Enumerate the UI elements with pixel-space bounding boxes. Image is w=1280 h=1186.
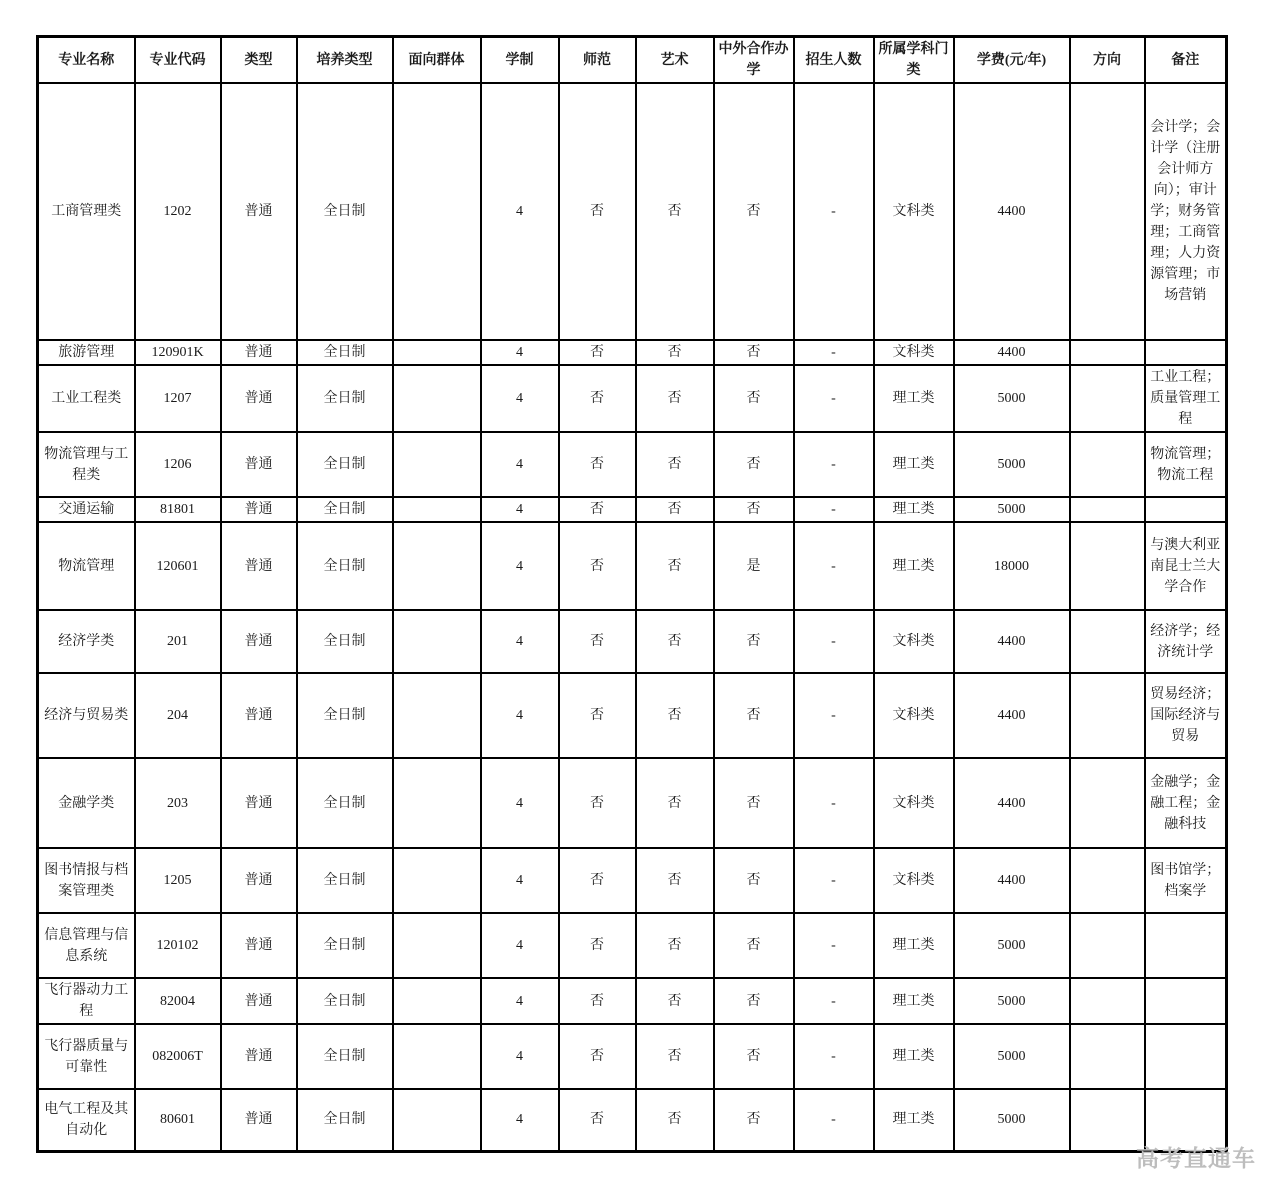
cell-normal-edu: 否: [559, 758, 636, 848]
cell-type: 普通: [221, 848, 297, 913]
cell-training-type: 全日制: [297, 1024, 393, 1089]
cell-discipline-category: 文科类: [874, 83, 954, 340]
cell-sino-foreign-coop: 否: [714, 497, 794, 522]
cell-remark: [1145, 913, 1227, 978]
cell-tuition: 4400: [954, 340, 1070, 365]
cell-duration: 4: [481, 497, 559, 522]
cell-direction: [1070, 522, 1145, 610]
cell-sino-foreign-coop: 否: [714, 978, 794, 1024]
cell-discipline-category: 理工类: [874, 365, 954, 432]
cell-direction: [1070, 497, 1145, 522]
table-row: [38, 913, 1227, 978]
cell-art: 否: [636, 1024, 714, 1089]
table-row: [38, 978, 1227, 1024]
cell-enrollment: -: [794, 673, 874, 758]
cell-normal-edu: 否: [559, 673, 636, 758]
col-header-tuition: 学费(元/年): [954, 37, 1070, 84]
cell-tuition: 5000: [954, 913, 1070, 978]
cell-sino-foreign-coop: 否: [714, 340, 794, 365]
cell-discipline-category: 文科类: [874, 340, 954, 365]
cell-training-type: 全日制: [297, 365, 393, 432]
cell-target-group: [393, 365, 481, 432]
cell-target-group: [393, 432, 481, 497]
cell-tuition: 4400: [954, 758, 1070, 848]
cell-enrollment: -: [794, 848, 874, 913]
table-row: [38, 848, 1227, 913]
cell-tuition: 4400: [954, 848, 1070, 913]
cell-major-name: 物流管理: [38, 522, 135, 610]
cell-tuition: 5000: [954, 497, 1070, 522]
cell-normal-edu: 否: [559, 1024, 636, 1089]
cell-duration: 4: [481, 83, 559, 340]
cell-enrollment: -: [794, 758, 874, 848]
cell-major-name: 工商管理类: [38, 83, 135, 340]
cell-target-group: [393, 848, 481, 913]
cell-target-group: [393, 978, 481, 1024]
cell-major-name: 经济与贸易类: [38, 673, 135, 758]
table-row: [38, 1024, 1227, 1089]
col-header-major-name: 专业名称: [38, 37, 135, 84]
cell-target-group: [393, 522, 481, 610]
cell-sino-foreign-coop: 否: [714, 848, 794, 913]
col-header-target-group: 面向群体: [393, 37, 481, 84]
cell-remark: 贸易经济；国际经济与贸易: [1145, 673, 1227, 758]
cell-sino-foreign-coop: 否: [714, 1089, 794, 1151]
cell-training-type: 全日制: [297, 610, 393, 673]
col-header-enrollment: 招生人数: [794, 37, 874, 84]
cell-direction: [1070, 432, 1145, 497]
cell-enrollment: -: [794, 1089, 874, 1151]
cell-target-group: [393, 497, 481, 522]
col-header-remark: 备注: [1145, 37, 1227, 84]
cell-sino-foreign-coop: 否: [714, 1024, 794, 1089]
cell-duration: 4: [481, 522, 559, 610]
cell-enrollment: -: [794, 432, 874, 497]
cell-major-code: 120601: [135, 522, 221, 610]
cell-major-code: 1202: [135, 83, 221, 340]
cell-direction: [1070, 83, 1145, 340]
watermark: 高考直通车: [1136, 1145, 1256, 1171]
cell-art: 否: [636, 522, 714, 610]
cell-training-type: 全日制: [297, 83, 393, 340]
cell-training-type: 全日制: [297, 522, 393, 610]
cell-direction: [1070, 758, 1145, 848]
cell-art: 否: [636, 913, 714, 978]
cell-type: 普通: [221, 610, 297, 673]
cell-duration: 4: [481, 365, 559, 432]
cell-major-code: 1206: [135, 432, 221, 497]
cell-direction: [1070, 913, 1145, 978]
cell-target-group: [393, 83, 481, 340]
cell-sino-foreign-coop: 是: [714, 522, 794, 610]
cell-sino-foreign-coop: 否: [714, 758, 794, 848]
cell-major-name: 信息管理与信息系统: [38, 913, 135, 978]
cell-duration: 4: [481, 610, 559, 673]
cell-major-code: 204: [135, 673, 221, 758]
cell-major-name: 电气工程及其自动化: [38, 1089, 135, 1151]
cell-sino-foreign-coop: 否: [714, 83, 794, 340]
cell-discipline-category: 理工类: [874, 432, 954, 497]
table-row: [38, 758, 1227, 848]
cell-type: 普通: [221, 673, 297, 758]
cell-normal-edu: 否: [559, 610, 636, 673]
cell-sino-foreign-coop: 否: [714, 432, 794, 497]
cell-normal-edu: 否: [559, 522, 636, 610]
cell-normal-edu: 否: [559, 340, 636, 365]
header-row: [38, 37, 1227, 84]
cell-tuition: 4400: [954, 610, 1070, 673]
cell-major-code: 1207: [135, 365, 221, 432]
cell-sino-foreign-coop: 否: [714, 365, 794, 432]
cell-tuition: 5000: [954, 1024, 1070, 1089]
cell-sino-foreign-coop: 否: [714, 913, 794, 978]
table-row: [38, 522, 1227, 610]
cell-art: 否: [636, 1089, 714, 1151]
cell-target-group: [393, 913, 481, 978]
cell-remark: [1145, 497, 1227, 522]
cell-direction: [1070, 610, 1145, 673]
cell-duration: 4: [481, 340, 559, 365]
cell-tuition: 5000: [954, 1089, 1070, 1151]
cell-tuition: 5000: [954, 978, 1070, 1024]
cell-enrollment: -: [794, 365, 874, 432]
cell-duration: 4: [481, 1024, 559, 1089]
cell-art: 否: [636, 610, 714, 673]
cell-training-type: 全日制: [297, 978, 393, 1024]
cell-target-group: [393, 1089, 481, 1151]
cell-direction: [1070, 1024, 1145, 1089]
cell-normal-edu: 否: [559, 1089, 636, 1151]
cell-remark: 与澳大利亚南昆士兰大学合作: [1145, 522, 1227, 610]
col-header-sino-foreign-coop: 中外合作办学: [714, 37, 794, 84]
cell-major-code: 82004: [135, 978, 221, 1024]
cell-normal-edu: 否: [559, 365, 636, 432]
cell-discipline-category: 理工类: [874, 913, 954, 978]
cell-duration: 4: [481, 432, 559, 497]
cell-target-group: [393, 758, 481, 848]
cell-duration: 4: [481, 673, 559, 758]
cell-discipline-category: 文科类: [874, 848, 954, 913]
cell-type: 普通: [221, 83, 297, 340]
cell-type: 普通: [221, 365, 297, 432]
cell-training-type: 全日制: [297, 432, 393, 497]
table-row: [38, 365, 1227, 432]
cell-major-name: 经济学类: [38, 610, 135, 673]
cell-remark: 图书馆学；档案学: [1145, 848, 1227, 913]
cell-remark: [1145, 340, 1227, 365]
cell-remark: [1145, 1024, 1227, 1089]
col-header-normal-edu: 师范: [559, 37, 636, 84]
cell-type: 普通: [221, 1089, 297, 1151]
cell-duration: 4: [481, 758, 559, 848]
col-header-duration: 学制: [481, 37, 559, 84]
cell-art: 否: [636, 340, 714, 365]
cell-major-code: 203: [135, 758, 221, 848]
cell-major-name: 金融学类: [38, 758, 135, 848]
cell-enrollment: -: [794, 1024, 874, 1089]
cell-target-group: [393, 610, 481, 673]
cell-major-code: 80601: [135, 1089, 221, 1151]
cell-training-type: 全日制: [297, 913, 393, 978]
cell-enrollment: -: [794, 610, 874, 673]
cell-direction: [1070, 673, 1145, 758]
cell-major-name: 物流管理与工程类: [38, 432, 135, 497]
cell-training-type: 全日制: [297, 1089, 393, 1151]
cell-type: 普通: [221, 758, 297, 848]
cell-normal-edu: 否: [559, 848, 636, 913]
cell-enrollment: -: [794, 522, 874, 610]
cell-type: 普通: [221, 913, 297, 978]
cell-training-type: 全日制: [297, 340, 393, 365]
cell-direction: [1070, 365, 1145, 432]
cell-type: 普通: [221, 1024, 297, 1089]
cell-duration: 4: [481, 978, 559, 1024]
cell-major-name: 交通运输: [38, 497, 135, 522]
cell-art: 否: [636, 848, 714, 913]
cell-discipline-category: 理工类: [874, 1089, 954, 1151]
cell-training-type: 全日制: [297, 848, 393, 913]
table-row: [38, 1089, 1227, 1151]
cell-type: 普通: [221, 432, 297, 497]
cell-major-code: 082006T: [135, 1024, 221, 1089]
cell-major-code: 1205: [135, 848, 221, 913]
cell-art: 否: [636, 497, 714, 522]
cell-remark: 经济学；经济统计学: [1145, 610, 1227, 673]
cell-normal-edu: 否: [559, 913, 636, 978]
cell-remark: 工业工程；质量管理工程: [1145, 365, 1227, 432]
cell-direction: [1070, 340, 1145, 365]
cell-major-name: 图书情报与档案管理类: [38, 848, 135, 913]
cell-tuition: 5000: [954, 432, 1070, 497]
cell-discipline-category: 理工类: [874, 1024, 954, 1089]
cell-sino-foreign-coop: 否: [714, 610, 794, 673]
cell-major-name: 飞行器质量与可靠性: [38, 1024, 135, 1089]
table-row: [38, 497, 1227, 522]
cell-duration: 4: [481, 848, 559, 913]
cell-tuition: 5000: [954, 365, 1070, 432]
cell-sino-foreign-coop: 否: [714, 673, 794, 758]
cell-tuition: 18000: [954, 522, 1070, 610]
cell-training-type: 全日制: [297, 673, 393, 758]
cell-art: 否: [636, 365, 714, 432]
cell-target-group: [393, 673, 481, 758]
cell-art: 否: [636, 673, 714, 758]
cell-duration: 4: [481, 913, 559, 978]
cell-target-group: [393, 340, 481, 365]
cell-training-type: 全日制: [297, 758, 393, 848]
cell-discipline-category: 理工类: [874, 497, 954, 522]
table-row: [38, 432, 1227, 497]
cell-enrollment: -: [794, 978, 874, 1024]
table-row: [38, 83, 1227, 340]
cell-art: 否: [636, 83, 714, 340]
cell-major-name: 旅游管理: [38, 340, 135, 365]
cell-tuition: 4400: [954, 83, 1070, 340]
table-row: [38, 673, 1227, 758]
cell-enrollment: -: [794, 340, 874, 365]
cell-major-name: 工业工程类: [38, 365, 135, 432]
cell-tuition: 4400: [954, 673, 1070, 758]
cell-remark: 会计学；会计学（注册会计师方向）；审计学；财务管理；工商管理；人力资源管理；市场营销: [1145, 83, 1227, 340]
cell-normal-edu: 否: [559, 432, 636, 497]
cell-direction: [1070, 978, 1145, 1024]
cell-discipline-category: 文科类: [874, 758, 954, 848]
cell-enrollment: -: [794, 913, 874, 978]
majors-table-container: [36, 35, 1228, 1153]
cell-remark: 金融学；金融工程；金融科技: [1145, 758, 1227, 848]
cell-duration: 4: [481, 1089, 559, 1151]
cell-normal-edu: 否: [559, 497, 636, 522]
table-row: [38, 340, 1227, 365]
cell-normal-edu: 否: [559, 978, 636, 1024]
cell-type: 普通: [221, 497, 297, 522]
cell-direction: [1070, 1089, 1145, 1151]
cell-discipline-category: 理工类: [874, 978, 954, 1024]
cell-remark: 物流管理；物流工程: [1145, 432, 1227, 497]
cell-enrollment: -: [794, 497, 874, 522]
col-header-direction: 方向: [1070, 37, 1145, 84]
cell-discipline-category: 理工类: [874, 522, 954, 610]
cell-training-type: 全日制: [297, 497, 393, 522]
cell-art: 否: [636, 758, 714, 848]
cell-remark: [1145, 978, 1227, 1024]
col-header-discipline-category: 所属学科门类: [874, 37, 954, 84]
cell-major-code: 201: [135, 610, 221, 673]
col-header-major-code: 专业代码: [135, 37, 221, 84]
cell-major-name: 飞行器动力工程: [38, 978, 135, 1024]
cell-art: 否: [636, 978, 714, 1024]
majors-table: [36, 35, 1228, 1153]
cell-major-code: 120102: [135, 913, 221, 978]
cell-normal-edu: 否: [559, 83, 636, 340]
cell-discipline-category: 文科类: [874, 610, 954, 673]
cell-art: 否: [636, 432, 714, 497]
cell-direction: [1070, 848, 1145, 913]
col-header-art: 艺术: [636, 37, 714, 84]
col-header-training-type: 培养类型: [297, 37, 393, 84]
table-row: [38, 610, 1227, 673]
cell-discipline-category: 文科类: [874, 673, 954, 758]
cell-enrollment: -: [794, 83, 874, 340]
cell-major-code: 120901K: [135, 340, 221, 365]
cell-type: 普通: [221, 340, 297, 365]
cell-type: 普通: [221, 522, 297, 610]
cell-type: 普通: [221, 978, 297, 1024]
cell-target-group: [393, 1024, 481, 1089]
col-header-type: 类型: [221, 37, 297, 84]
cell-major-code: 81801: [135, 497, 221, 522]
